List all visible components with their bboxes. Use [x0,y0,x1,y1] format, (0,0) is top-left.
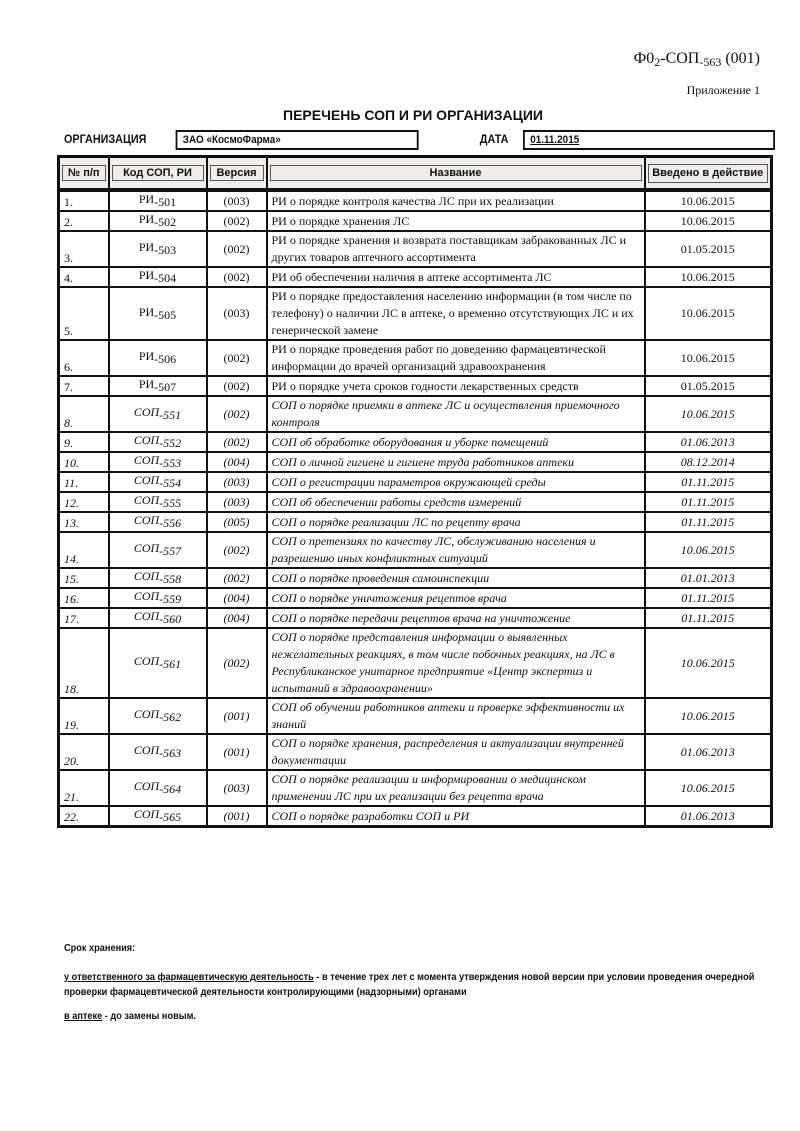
row-version: (002) [207,396,267,432]
table-row [59,806,772,827]
row-version: (003) [207,770,267,806]
row-effective-date: 01.01.2013 [645,568,772,588]
row-title: СОП о порядке разработки СОП и РИ [267,806,645,827]
row-version: (004) [207,588,267,608]
row-effective-date: 10.06.2015 [645,532,772,568]
row-title: СОП о порядке проведения самоинспекции [267,568,645,588]
row-version: (005) [207,512,267,532]
row-number: 19. [59,698,109,734]
row-effective-date: 10.06.2015 [645,628,772,698]
row-number: 18. [59,628,109,698]
row-number: 21. [59,770,109,806]
table-row [59,608,772,628]
row-number: 20. [59,734,109,770]
row-number: 3. [59,231,109,267]
table-row [59,492,772,512]
row-title: РИ о порядке контроля качества ЛС при их реализации [267,190,645,211]
row-effective-date: 10.06.2015 [645,287,772,340]
row-version: (002) [207,568,267,588]
row-number: 15. [59,568,109,588]
organization-field[interactable]: ЗАО «КосмоФарма» [176,130,419,150]
row-effective-date: 01.11.2015 [645,588,772,608]
row-number: 17. [59,608,109,628]
row-code: $РИ_{-504}$ [109,267,207,287]
table-row [59,452,772,472]
row-title: СОП о претензиях по качеству ЛС, обслуживанию населения и разрешению иных конфликтных ситуаций [267,532,645,568]
appendix-label: Приложение 1 [686,83,760,97]
row-code: $СОП_{-560}$ [109,608,207,628]
row-code: $СОП_{-559}$ [109,588,207,608]
storage-pharmacy: в аптеке - до замены новым. [64,1011,196,1022]
row-title: СОП о порядке уничтожения рецептов врача [267,588,645,608]
row-title: СОП о порядке реализации и информировании о медицинском применении ЛС при их реализации без рецепта врача [267,770,645,806]
row-title: РИ о порядке учета сроков годности лекарственных средств [267,376,645,396]
row-version: (001) [207,734,267,770]
row-code: $РИ_{-507}$ [109,376,207,396]
row-effective-date: 10.06.2015 [645,396,772,432]
table-row [59,376,772,396]
row-title: РИ об обеспечении наличия в аптеке ассортимента ЛС [267,267,645,287]
row-number: 5. [59,287,109,340]
row-number: 8. [59,396,109,432]
organization-label: ОРГАНИЗАЦИЯ [64,132,147,146]
header-effective-date: Введено в действие [645,157,772,191]
row-version: (003) [207,492,267,512]
row-title: СОП об обучении работников аптеки и проверке эффективности их знаний [267,698,645,734]
row-code: $СОП_{-565}$ [109,806,207,827]
row-code: $РИ_{-503}$ [109,231,207,267]
row-version: (004) [207,452,267,472]
row-title: СОП об обработке оборудования и уборке помещений [267,432,645,452]
row-number: 12. [59,492,109,512]
storage-label: Срок хранения: [64,943,136,954]
row-title: РИ о порядке хранения ЛС [267,211,645,231]
page-title: ПЕРЕЧЕНЬ СОП И РИ ОРГАНИЗАЦИИ [283,107,543,123]
storage-responsible: у ответственного за фармацевтическую деятельность - в течение трех лет с момента утверждения новой версии при условии проведения очередной проверки фармацевтической деятельности контролирующими (надзорными) органами [64,972,755,998]
table-row [59,190,772,211]
row-number: 14. [59,532,109,568]
organization-row [64,130,699,150]
row-effective-date: 01.05.2015 [645,376,772,396]
row-number: 11. [59,472,109,492]
row-effective-date: 01.11.2015 [645,492,772,512]
row-title: СОП о порядке хранения, распределения и актуализации внутренней документации [267,734,645,770]
row-version: (002) [207,211,267,231]
row-code: $СОП_{-551}$ [109,396,207,432]
row-title: РИ о порядке предоставления населению информации (в том числе по телефону) о наличии ЛС в аптеке, о временно отсутствующих ЛС и их генерической замене [267,287,645,340]
row-version: (002) [207,340,267,376]
table-row [59,231,772,267]
document-id: $Ф0_2-СОП_{-563}$ (001) [633,50,760,69]
row-version: (004) [207,608,267,628]
row-effective-date: 10.06.2015 [645,770,772,806]
row-code: $РИ_{-506}$ [109,340,207,376]
row-effective-date: 01.11.2015 [645,472,772,492]
row-number: 2. [59,211,109,231]
table-row [59,588,772,608]
row-code: $СОП_{-563}$ [109,734,207,770]
header-name: Название [267,157,645,191]
row-code: $СОП_{-555}$ [109,492,207,512]
row-effective-date: 01.06.2013 [645,432,772,452]
row-version: (001) [207,698,267,734]
row-code: $СОП_{-552}$ [109,432,207,452]
row-version: (002) [207,231,267,267]
row-number: 4. [59,267,109,287]
row-effective-date: 10.06.2015 [645,340,772,376]
row-version: (003) [207,287,267,340]
row-number: 10. [59,452,109,472]
row-effective-date: 01.06.2013 [645,734,772,770]
row-title: РИ о порядке хранения и возврата поставщикам забракованных ЛС и других товаров аптечного ассортимента [267,231,645,267]
table-row [59,512,772,532]
row-number: 22. [59,806,109,827]
row-version: (002) [207,628,267,698]
row-version: (002) [207,432,267,452]
row-version: (002) [207,267,267,287]
row-code: $СОП_{-553}$ [109,452,207,472]
row-code: $РИ_{-505}$ [109,287,207,340]
row-code: $СОП_{-554}$ [109,472,207,492]
date-label: ДАТА [479,132,509,146]
table-row [59,340,772,376]
row-version: (002) [207,532,267,568]
row-code: $СОП_{-564}$ [109,770,207,806]
row-effective-date: 01.05.2015 [645,231,772,267]
row-effective-date: 10.06.2015 [645,190,772,211]
header-number: № п/п [59,157,109,191]
table-row [59,734,772,770]
row-effective-date: 01.11.2015 [645,512,772,532]
row-number: 7. [59,376,109,396]
row-title: СОП о порядке передачи рецептов врача на уничтожение [267,608,645,628]
row-number: 13. [59,512,109,532]
table-row [59,568,772,588]
row-title: РИ о порядке проведения работ по доведению фармацевтической информации до врачей организаций здравоохранения [267,340,645,376]
row-title: СОП об обеспечении работы средств измерений [267,492,645,512]
row-effective-date: 10.06.2015 [645,211,772,231]
row-version: (003) [207,472,267,492]
table-row [59,472,772,492]
row-code: $СОП_{-561}$ [109,628,207,698]
table-row [59,698,772,734]
table-row [59,267,772,287]
table-row [59,770,772,806]
row-effective-date: 08.12.2014 [645,452,772,472]
table-row [59,628,772,698]
table-row [59,287,772,340]
row-number: 9. [59,432,109,452]
row-effective-date: 10.06.2015 [645,267,772,287]
row-effective-date: 01.06.2013 [645,806,772,827]
row-code: $СОП_{-557}$ [109,532,207,568]
table-row [59,432,772,452]
row-number: 6. [59,340,109,376]
row-title: СОП о личной гигиене и гигиене труда работников аптеки [267,452,645,472]
table-row [59,532,772,568]
row-title: СОП о регистрации параметров окружающей среды [267,472,645,492]
table-row [59,211,772,231]
date-field[interactable]: 01.11.2015 [523,130,775,150]
header-version: Версия [207,157,267,191]
row-title: СОП о порядке реализации ЛС по рецепту врача [267,512,645,532]
row-code: $СОП_{-556}$ [109,512,207,532]
row-version: (001) [207,806,267,827]
row-effective-date: 01.11.2015 [645,608,772,628]
row-effective-date: 10.06.2015 [645,698,772,734]
row-code: $РИ_{-502}$ [109,211,207,231]
row-code: $СОП_{-562}$ [109,698,207,734]
row-code: $СОП_{-558}$ [109,568,207,588]
row-code: $РИ_{-501}$ [109,190,207,211]
row-version: (002) [207,376,267,396]
row-title: СОП о порядке приемки в аптеке ЛС и осуществления приемочного контроля [267,396,645,432]
row-version: (003) [207,190,267,211]
sop-table [57,155,773,828]
row-number: 16. [59,588,109,608]
table-header [59,157,772,191]
table-row [59,396,772,432]
row-number: 1. [59,190,109,211]
row-title: СОП о порядке представления информации о выявленных нежелательных реакциях, в том числе побочных реакциях, на ЛС в Республиканское унитарное предприятие «Центр экспертиз и испытаний в здравоохранении» [267,628,645,698]
header-code: Код СОП, РИ [109,157,207,191]
